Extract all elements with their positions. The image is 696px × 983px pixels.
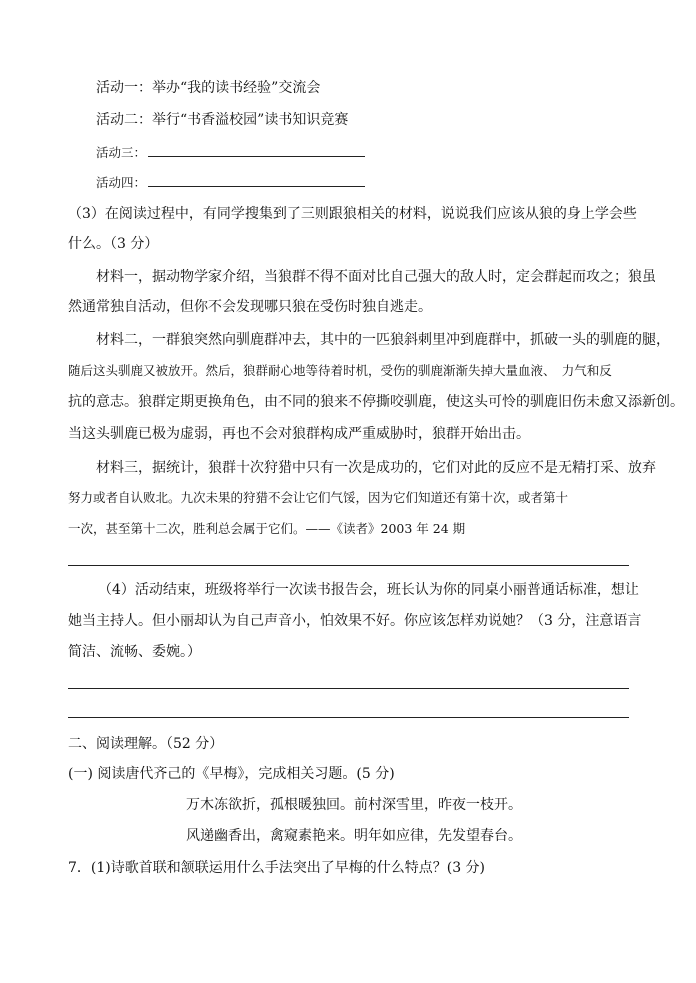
answer-line-q3[interactable] — [68, 565, 629, 566]
q3-line-1: （3）在阅读过程中，有同学搜集到了三则跟狼相关的材料，说说我们应该从狼的身上学会些 — [68, 206, 637, 222]
answer-line-q4-1[interactable] — [68, 688, 629, 689]
activity-2: 活动二：举行“书香溢校园”读书知识竞赛 — [96, 112, 349, 128]
material3-line-3: 一次，甚至第十二次，胜利总会属于它们。——《读者》2003 年 24 期 — [68, 521, 466, 536]
q4-line-1: （4）活动结束，班级将举行一次读书报告会，班长认为你的同桌小丽普通话标准，想让 — [98, 582, 639, 598]
material2-line-4: 当这头驯鹿已极为虚弱，再也不会对狼群构成严重威胁时，狼群开始出击。 — [68, 426, 530, 442]
activity-4 — [96, 173, 365, 193]
section2-sub1: (一) 阅读唐代齐己的《早梅》，完成相关习题。(5 分) — [68, 766, 395, 782]
material2-line-2: 随后这头驯鹿又被放开。然后，狼群耐心地等待着时机，受伤的驯鹿渐渐失掉大量血液、 力气和反 — [68, 363, 612, 378]
material1-line-1: 材料一，据动物学家介绍，当狼群不得不面对比自己强大的敌人时，定会群起而攻之；狼虽 — [96, 269, 656, 285]
material2-line-1: 材料二，一群狼突然向驯鹿群冲去，其中的一匹狼斜刺里冲到鹿群中，抓破一头的驯鹿的腿， — [96, 332, 670, 348]
question-7: 7．(1)诗歌首联和颔联运用什么手法突出了早梅的什么特点？(3 分) — [68, 860, 486, 876]
poem-line-2: 风递幽香出，禽窥素艳来。明年如应律，先发望春台。 — [186, 828, 522, 844]
poem-line-1: 万木冻欲折，孤根暖独回。前村深雪里，昨夜一枝开。 — [186, 797, 522, 813]
material1-line-2: 然通常独自活动，但你不会发现哪只狼在受伤时独自逃走。 — [68, 299, 432, 315]
material3-line-1: 材料三，据统计，狼群十次狩猎中只有一次是成功的，它们对此的反应不是无精打采、放弃 — [96, 460, 656, 476]
answer-line-q4-2[interactable] — [68, 717, 629, 718]
material2-line-3: 抗的意志。狼群定期更换角色，由不同的狼来不停撕咬驯鹿，使这头可怜的驯鹿旧伤未愈又添新创。 — [68, 394, 684, 410]
activity-3-label: 活动三： — [96, 145, 147, 160]
q3-line-2: 什么。（3 分） — [68, 236, 159, 252]
activity-4-blank[interactable] — [148, 174, 365, 187]
activity-3-blank[interactable] — [148, 144, 365, 157]
activity-1: 活动一：举办“我的读书经验”交流会 — [96, 80, 321, 96]
section2-title: 二、阅读理解。（52 分） — [68, 736, 224, 752]
activity-4-label: 活动四： — [96, 175, 147, 190]
q4-line-2: 她当主持人。但小丽却认为自己声音小，怕效果不好。你应该怎样劝说她？（3 分，注意语言 — [68, 613, 642, 629]
activity-3 — [96, 143, 365, 163]
q4-line-3: 简洁、流畅、委婉。） — [68, 644, 201, 660]
material3-line-2: 努力或者自认败北。九次未果的狩猎不会让它们气馁，因为它们知道还有第十次，或者第十 — [68, 490, 569, 505]
